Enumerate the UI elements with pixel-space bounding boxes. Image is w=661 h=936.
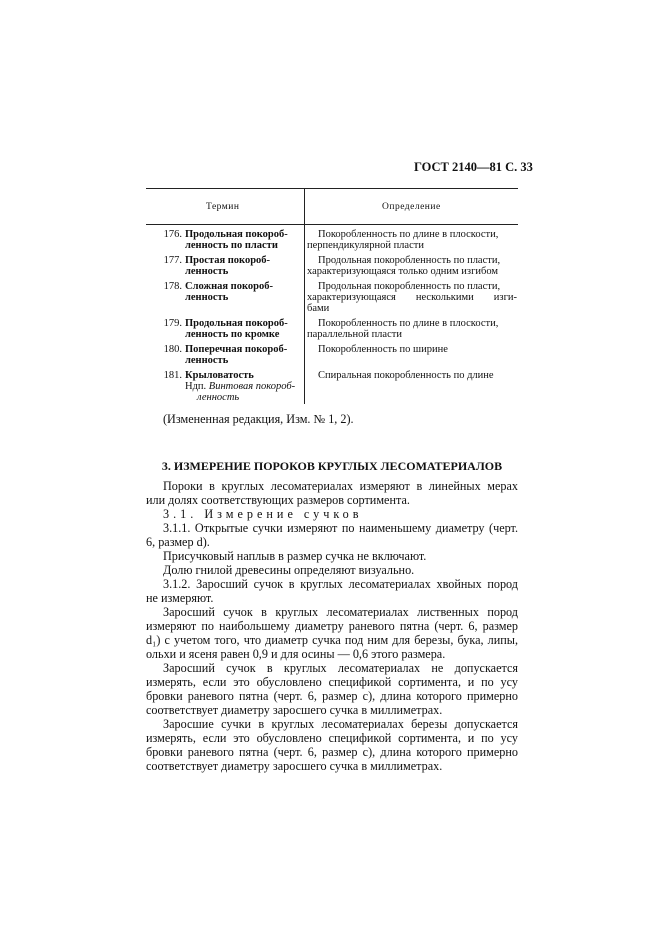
definition-line: Продольная покоробленность по пласти, xyxy=(318,255,501,266)
term-cell xyxy=(185,370,303,403)
paragraph-line: Заросшие сучки в круглых лесоматериалах березы допускается xyxy=(163,717,518,731)
term-number: 181. xyxy=(163,370,182,381)
paragraph-line: Заросший сучок в круглых лесоматериалах не допускается xyxy=(163,661,518,675)
paragraph-line: бровки раневого пятна (черт. 6, размер c), длина которого примерно xyxy=(146,745,518,759)
paragraph-line: соответствует диаметру заросшего сучка в миллиметрах. xyxy=(146,703,443,717)
section-body xyxy=(146,479,518,773)
paragraph-line: измерять, если это обусловлено спецификой сортимента, и по усу xyxy=(146,731,518,745)
definition-cell xyxy=(307,281,517,314)
definition-line: Покоробленность по длине в плоскости, xyxy=(318,318,499,329)
edition-note: (Измененная редакция, Изм. № 1, 2). xyxy=(163,412,354,426)
paragraph-line: или долях соответствующих размеров сортимента. xyxy=(146,493,410,507)
definition-line: Покоробленность по длине в плоскости, xyxy=(318,229,499,240)
paragraph-line: 3.1.2. Заросший сучок в круглых лесоматериалах хвойных пород xyxy=(163,577,518,591)
paragraph-line: измерять, если это обусловлено спецификой сортимента, и по усу xyxy=(146,675,518,689)
deprecated-term: Винтовая покороб- xyxy=(208,381,296,392)
paragraph-line: соответствует диаметру заросшего сучка в миллиметрах. xyxy=(146,759,443,773)
section-title: 3. ИЗМЕРЕНИЕ ПОРОКОВ КРУГЛЫХ ЛЕСОМАТЕРИАЛОВ xyxy=(161,459,503,473)
term-line: Простая покороб- xyxy=(185,255,271,266)
definition-cell xyxy=(307,318,517,340)
paragraph-line: 3.1.1. Открытые сучки измеряют по наименьшему диаметру (черт. xyxy=(163,521,518,535)
term-number: 179. xyxy=(163,318,182,329)
term-line: ленность по пласти xyxy=(185,240,278,251)
term-cell xyxy=(185,229,303,251)
term-line: ленность xyxy=(185,266,229,277)
table-top-rule xyxy=(146,188,518,189)
term-cell xyxy=(185,281,303,303)
term-number: 176. xyxy=(163,229,182,240)
term-number: 180. xyxy=(163,344,182,355)
deprecated-term-line: ленность xyxy=(197,392,240,403)
paragraph-line: ольхи и ясеня равен 0,9 и для осины — 0,6 этого размера. xyxy=(146,647,446,661)
term-cell xyxy=(185,344,303,366)
term-cell xyxy=(185,255,303,277)
term-number: 178. xyxy=(163,281,182,292)
paragraph-line: Заросший сучок в круглых лесоматериалах лиственных пород xyxy=(163,605,518,619)
definition-cell xyxy=(307,229,517,251)
definition-line: Продольная покоробленность по пласти, xyxy=(318,281,501,292)
paragraph-line: d₁) с учетом того, что диаметр сучка под ним для березы, бука, липы, xyxy=(146,633,518,647)
term-line: Продольная покороб- xyxy=(185,229,288,240)
definition-cell xyxy=(307,255,517,277)
term-line: ленность xyxy=(185,355,229,366)
definition-line: перпендикулярной пласти xyxy=(307,240,424,251)
definition-line: бами xyxy=(307,303,330,314)
definition-line: параллельной пласти xyxy=(307,329,402,340)
term-line: ленность xyxy=(185,292,229,303)
definition-line: Спиральная покоробленность по длине xyxy=(318,370,494,381)
term-line: Крыловатость xyxy=(185,370,254,381)
term-cell xyxy=(185,318,303,340)
table-header-rule xyxy=(146,224,518,225)
paragraph-line: бровки раневого пятна (черт. 6, размер c), длина которого примерно xyxy=(146,689,518,703)
paragraph-line: Пороки в круглых лесоматериалах измеряют в линейных мерах xyxy=(163,479,518,493)
deprecated-prefix: Ндп. xyxy=(185,381,207,392)
definition-cell xyxy=(307,344,517,355)
paragraph-line: 6, размер d). xyxy=(146,535,210,549)
column-header-term: Термин xyxy=(206,202,240,212)
page-header: ГОСТ 2140—81 С. 33 xyxy=(414,160,533,174)
paragraph-line: Долю гнилой древесины определяют визуально. xyxy=(163,563,415,577)
deprecated-term-line xyxy=(185,381,303,392)
definition-line: характеризующаяся только одним изгибом xyxy=(307,266,499,277)
definition-line: характеризующаяся несколькими изги- xyxy=(307,292,517,303)
subsection-title: 3.1. Измерение сучков xyxy=(163,507,363,521)
definition-cell xyxy=(307,370,517,381)
table-column-divider xyxy=(304,188,305,404)
term-line: ленность по кромке xyxy=(185,329,280,340)
term-line: Поперечная покороб- xyxy=(185,344,288,355)
term-line: Сложная покороб- xyxy=(185,281,273,292)
term-line: Продольная покороб- xyxy=(185,318,288,329)
paragraph-line: измеряют по наибольшему диаметру раневого пятна (черт. 6, размер xyxy=(146,619,518,633)
column-header-definition: Определение xyxy=(382,202,441,212)
definition-line: Покоробленность по ширине xyxy=(318,344,448,355)
term-number: 177. xyxy=(163,255,182,266)
paragraph-line: Присучковый наплыв в размер сучка не включают. xyxy=(163,549,427,563)
paragraph-line: не измеряют. xyxy=(146,591,214,605)
